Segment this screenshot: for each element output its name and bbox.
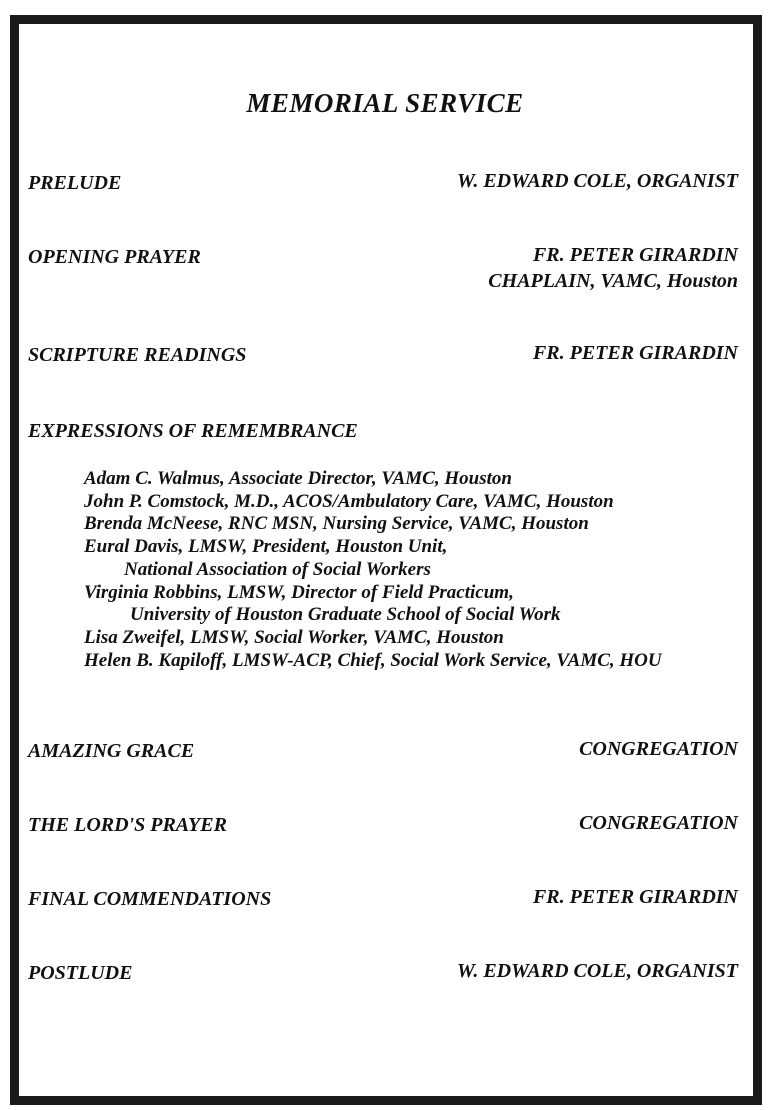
remembrance-speaker: Brenda McNeese, RNC MSN, Nursing Service, VAMC, Houston	[84, 513, 589, 535]
program-item: EXPRESSIONS OF REMEMBRANCE	[28, 420, 358, 442]
program-item: AMAZING GRACE	[28, 740, 195, 762]
program-item: THE LORD'S PRAYER	[28, 814, 227, 836]
program-leader: CONGREGATION	[579, 738, 738, 760]
program-item: OPENING PRAYER	[28, 246, 201, 268]
program-leader: CONGREGATION	[579, 812, 738, 834]
remembrance-speaker: Virginia Robbins, LMSW, Director of Field Practicum,	[84, 581, 514, 603]
remembrance-speaker-continued: University of Houston Graduate School of Social Work	[130, 604, 561, 626]
remembrance-speaker: Eural Davis, LMSW, President, Houston Unit,	[84, 536, 448, 558]
remembrance-speaker-continued: National Association of Social Workers	[124, 558, 431, 580]
program-leader: W. EDWARD COLE, ORGANIST	[457, 960, 738, 982]
program-leader: W. EDWARD COLE, ORGANIST	[457, 170, 738, 192]
program-leader: FR. PETER GIRARDIN	[532, 342, 738, 364]
program-item: FINAL COMMENDATIONS	[28, 888, 272, 910]
program-leader: FR. PETER GIRARDIN	[532, 886, 738, 908]
page-title: MEMORIAL SERVICE	[246, 88, 524, 118]
remembrance-speaker: Lisa Zweifel, LMSW, Social Worker, VAMC, Houston	[84, 626, 504, 648]
program-leader: FR. PETER GIRARDIN CHAPLAIN, VAMC, Houston	[488, 244, 738, 292]
program-item: PRELUDE	[28, 172, 122, 194]
program-item: SCRIPTURE READINGS	[28, 344, 247, 366]
remembrance-speaker: John P. Comstock, M.D., ACOS/Ambulatory Care, VAMC, Houston	[84, 490, 614, 512]
remembrance-speaker: Adam C. Walmus, Associate Director, VAMC, Houston	[84, 468, 512, 489]
remembrance-speaker: Helen B. Kapiloff, LMSW-ACP, Chief, Social Work Service, VAMC, HOU	[84, 649, 662, 671]
remembrance-speaker-list	[84, 468, 662, 672]
program-item: POSTLUDE	[28, 962, 133, 984]
